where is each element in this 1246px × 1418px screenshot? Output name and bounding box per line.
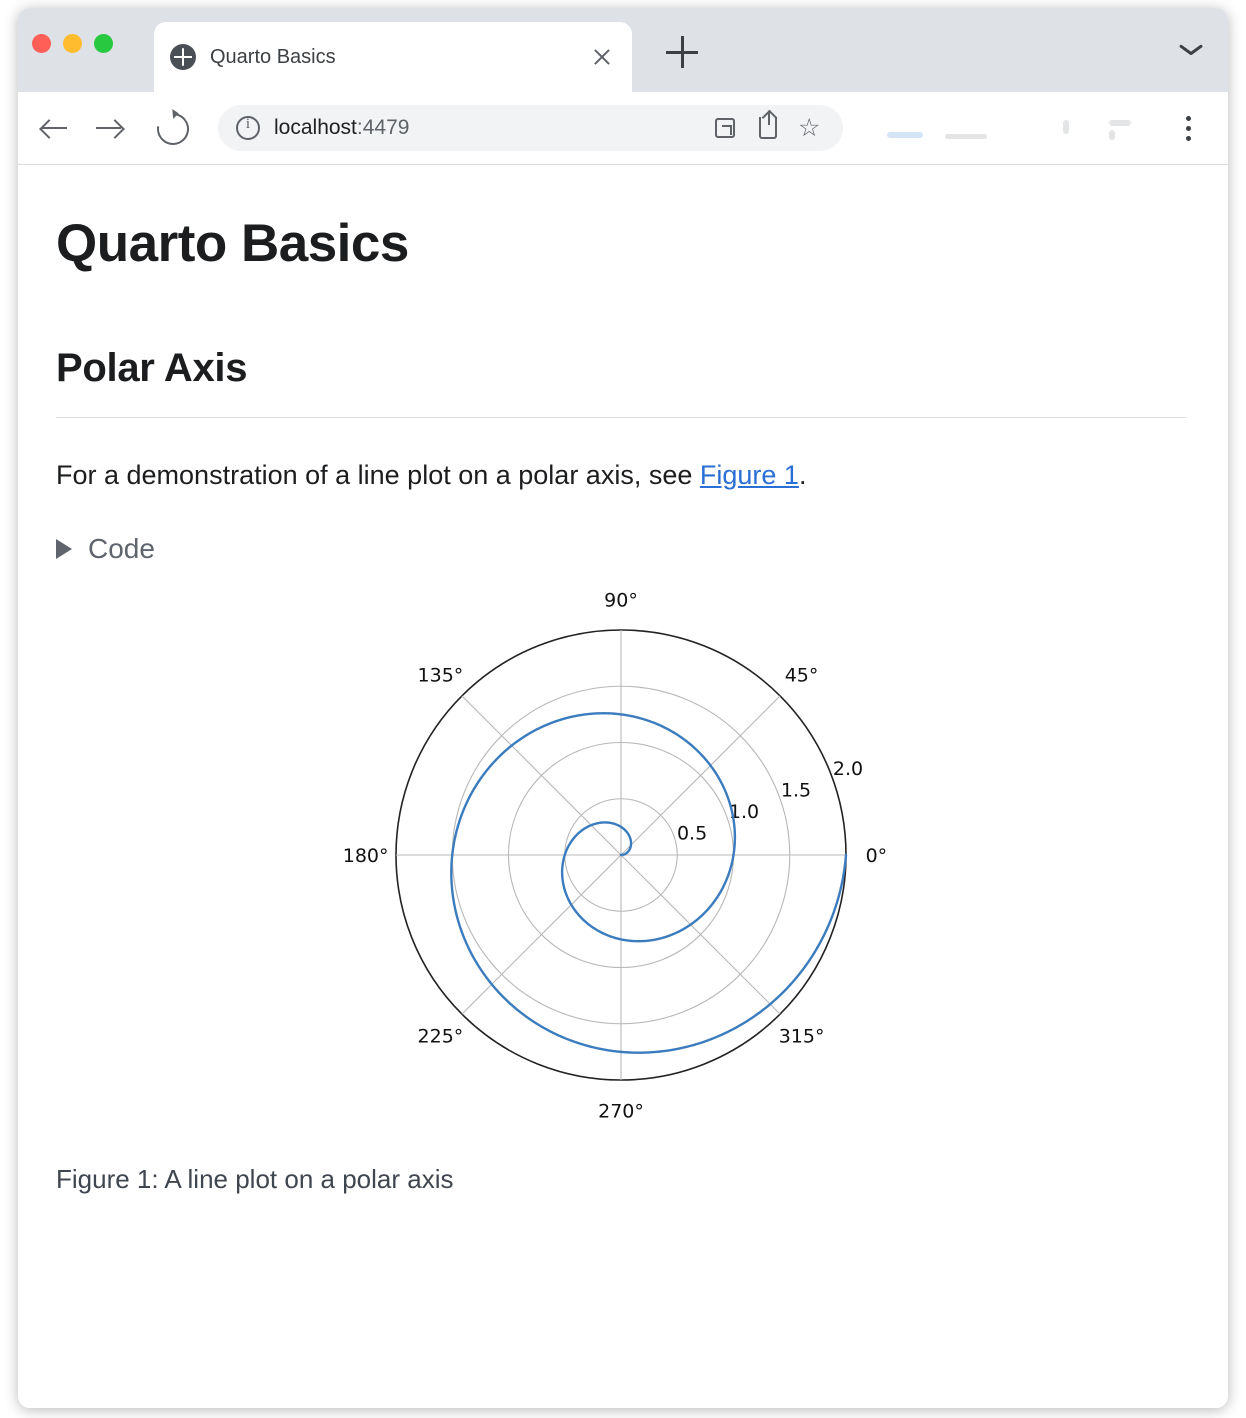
theta-tick-label-45: 45°: [784, 664, 819, 687]
url-text: [274, 116, 699, 140]
address-bar[interactable]: [218, 105, 843, 151]
theta-tick-label-180: 180°: [342, 845, 389, 867]
code-toggle-label: Code: [88, 533, 155, 564]
page-title: Quarto Basics: [56, 214, 409, 273]
figure-link[interactable]: Figure 1: [699, 460, 799, 490]
new-tab-button[interactable]: [666, 36, 698, 68]
code-disclosure-toggle[interactable]: [56, 533, 226, 565]
triangle-right-icon: [56, 539, 72, 559]
reload-button[interactable]: [152, 108, 192, 148]
grid-spoke-135: [462, 696, 621, 855]
theta-tick-label-270: 270°: [598, 1100, 644, 1123]
tab-quarto-basics[interactable]: [154, 22, 632, 92]
share-icon[interactable]: [753, 113, 783, 143]
extensions-area: [873, 118, 1163, 140]
theta-tick-label-90: 90°: [604, 589, 638, 612]
forward-button[interactable]: [90, 108, 130, 148]
minimize-window-button[interactable]: [63, 34, 82, 53]
page-content: [18, 213, 1228, 1408]
section-divider: [56, 417, 1186, 418]
theta-tick-label-0: 0°: [865, 845, 888, 867]
paragraph-text-before: For a demonstration of a line plot on a polar axis, see: [56, 460, 700, 490]
open-in-new-icon[interactable]: [711, 113, 741, 143]
theta-tick-label-135: 135°: [417, 664, 464, 687]
tab-title: Quarto Basics: [210, 45, 336, 68]
section-title: Polar Axis: [56, 346, 248, 390]
browser-window: [18, 8, 1228, 1408]
paragraph-text-after: .: [798, 460, 807, 490]
chevron-down-icon[interactable]: [1180, 44, 1202, 56]
url-port: :4479: [356, 116, 410, 139]
star-icon[interactable]: ☆: [798, 114, 821, 142]
theta-tick-label-315: 315°: [778, 1025, 825, 1048]
figure-polar-plot: [56, 583, 1186, 1128]
window-controls: [32, 34, 113, 53]
kebab-menu-icon[interactable]: [1170, 110, 1206, 146]
r-tick-label-1: 1.0: [728, 800, 760, 823]
close-window-button[interactable]: [32, 34, 51, 53]
back-arrow-icon: [42, 118, 68, 138]
figure-caption: Figure 1: A line plot on a polar axis: [56, 1164, 454, 1194]
back-button[interactable]: [36, 108, 76, 148]
browser-toolbar: [18, 92, 1228, 165]
intro-paragraph: [56, 460, 1190, 491]
tab-strip: [18, 8, 1228, 92]
reload-icon: [151, 107, 196, 152]
grid-spoke-315: [621, 855, 780, 1014]
polar-axis-chart: [341, 583, 901, 1128]
theta-tick-label-225: 225°: [417, 1025, 464, 1048]
r-tick-label-1.5: 1.5: [780, 779, 812, 802]
globe-icon: [170, 44, 196, 70]
forward-arrow-icon: [96, 118, 122, 138]
maximize-window-button[interactable]: [94, 34, 113, 53]
url-host: localhost: [274, 116, 357, 139]
r-tick-label-2: 2.0: [832, 757, 864, 780]
info-icon[interactable]: [236, 116, 260, 140]
close-icon[interactable]: [588, 43, 616, 71]
grid-spoke-225: [462, 855, 621, 1014]
r-tick-label-0.5: 0.5: [676, 822, 708, 845]
